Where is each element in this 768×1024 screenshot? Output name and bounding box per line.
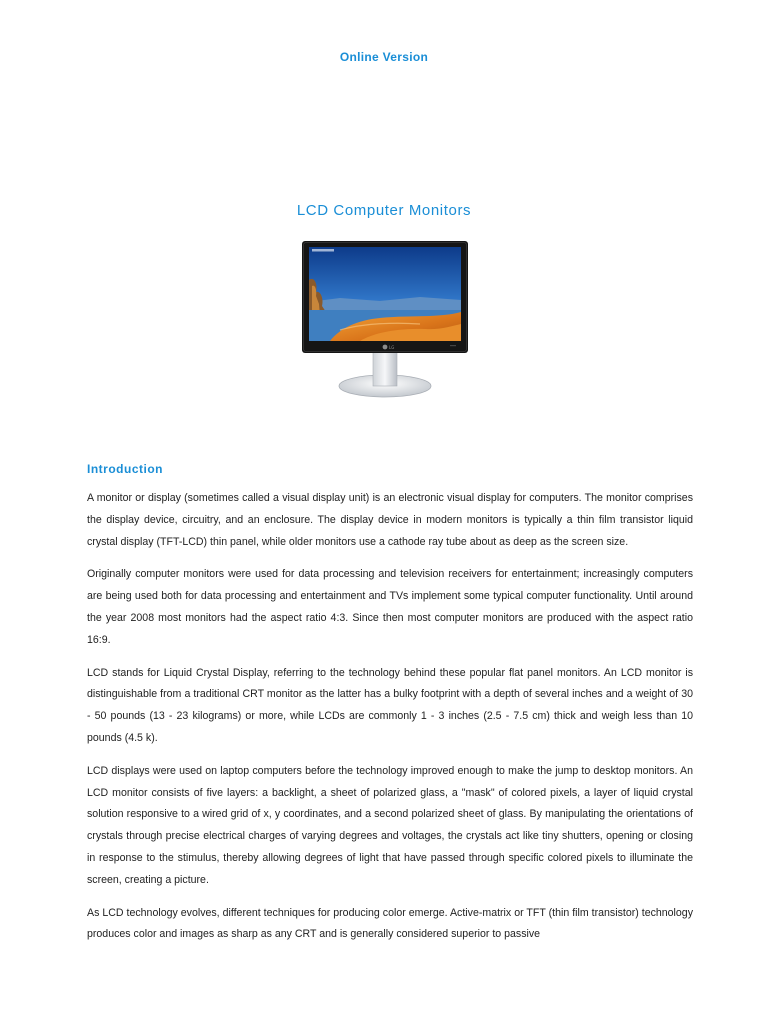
paragraph: A monitor or display (sometimes called a visual display unit) is an electronic visual display for computers. The monitor comprises the display device, circuitry, and an enclosure. The display device in modern monitors is typically a thin film transistor liquid crystal display (TFT-LCD) thin panel, while older monitors use a cathode ray tube about as deep as the screen size.	[87, 492, 693, 548]
lcd-monitor-image	[300, 240, 470, 400]
svg-text:LG: LG	[389, 345, 395, 350]
paragraph: LCD displays were used on laptop computers before the technology improved enough to make the jump to desktop monitors. An LCD monitor consists of five layers: a backlight, a sheet of polarized glass, a "mask" of colored pixels, a layer of liquid crystal solution responsive to a wired grid of x, y coordinates, and a second polarized sheet of glass. By manipulating the orientations of crystals through precise electrical charges of varying degrees and voltages, the crystals act like tiny shutters, opening or closing in response to the stimulus, thereby allowing degrees of light that have passed through specific colored pixels to illuminate the screen, creating a picture.	[87, 764, 693, 886]
paragraph: Originally computer monitors were used for data processing and television receivers for entertainment; increasingly computers are being used both for data processing and entertainment and TVs implement some typical computer functionality. Until around the year 2008 most monitors had the aspect ratio 4:3. Since then most computer monitors are produced with the aspect ratio 16:9.	[87, 568, 693, 646]
body-text	[87, 488, 693, 957]
paragraph: LCD stands for Liquid Crystal Display, referring to the technology behind these popular flat panel monitors. An LCD monitor is distinguishable from a traditional CRT monitor as the latter has a bulky footprint with a depth of several inches and a weight of 30 - 50 pounds (13 - 23 kilograms) or more, while LCDs are commonly 1 - 3 inches (2.5 - 7.5 cm) thick and weigh less than 10 pounds (4.5 k).	[87, 666, 693, 744]
paragraph: As LCD technology evolves, different techniques for producing color emerge. Active-matrix or TFT (thin film transistor) technology produces color and images as sharp as any CRT and is generally considered superior to passive	[87, 906, 693, 941]
page-cutoff-fade	[0, 950, 768, 1024]
page-title: LCD Computer Monitors	[296, 202, 472, 219]
online-version-label: Online Version	[339, 50, 429, 64]
section-heading: Introduction	[87, 462, 163, 476]
